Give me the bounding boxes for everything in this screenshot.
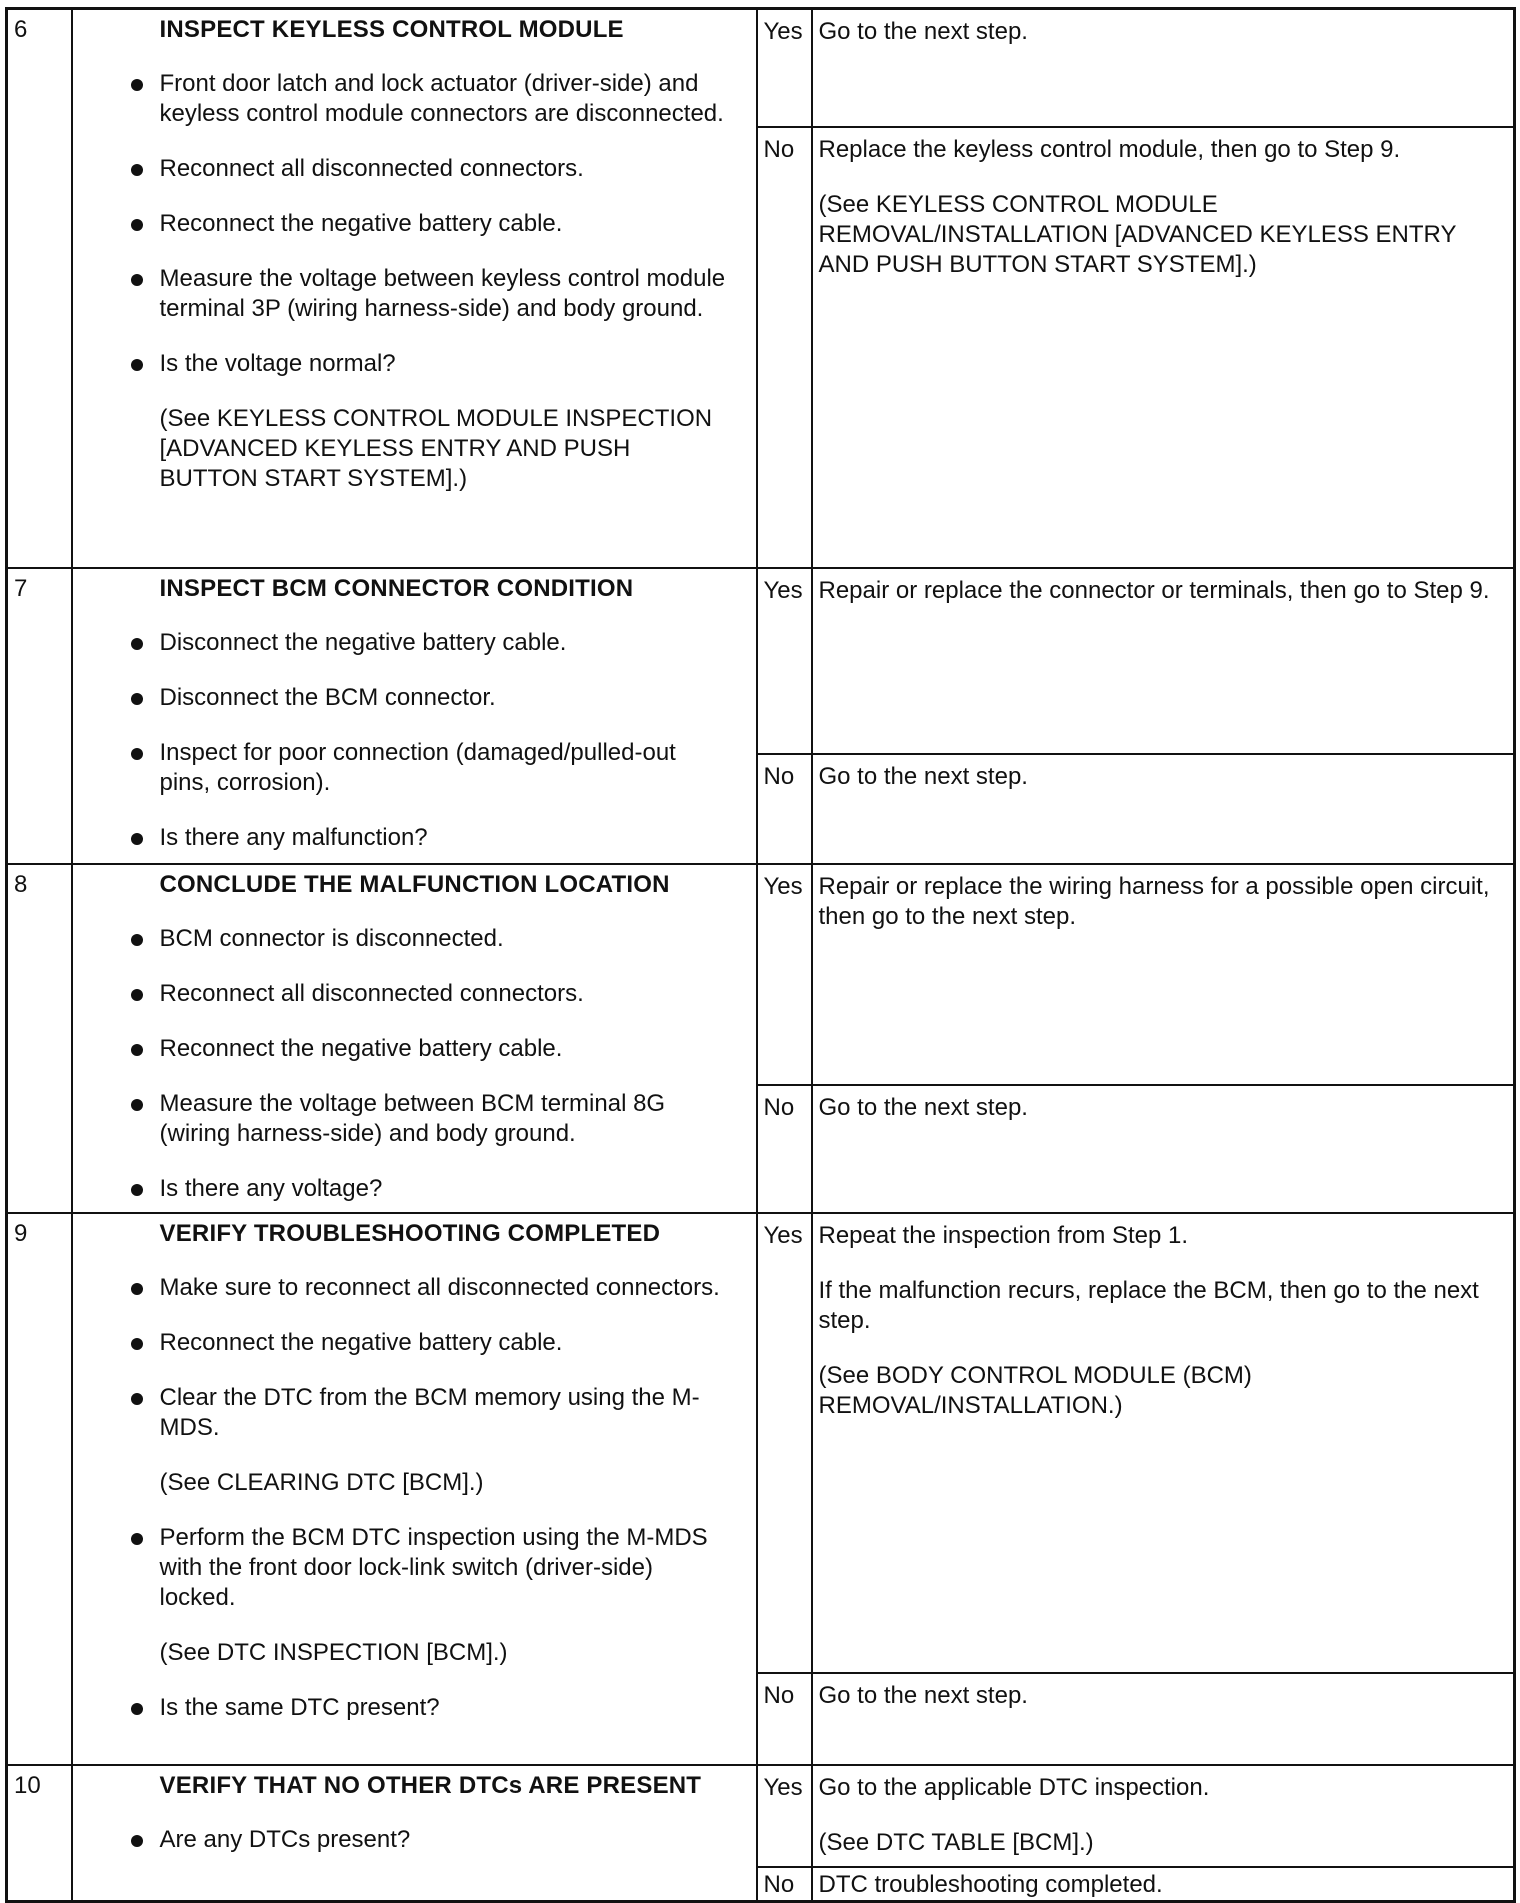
step-procedure bbox=[72, 568, 757, 864]
action-text: Go to the applicable DTC inspection. bbox=[818, 1773, 1210, 1801]
step-number: 7 bbox=[7, 568, 72, 864]
yes-label: Yes bbox=[757, 864, 812, 1085]
bullet-item: Make sure to reconnect all disconnected connectors. bbox=[85, 1273, 732, 1303]
step-title: INSPECT BCM CONNECTOR CONDITION bbox=[159, 574, 634, 602]
step-number: 6 bbox=[7, 9, 72, 568]
bullet-item: Reconnect the negative battery cable. bbox=[85, 1328, 732, 1358]
step-6-row-yes bbox=[7, 9, 1515, 127]
step-10-row-yes bbox=[7, 1765, 1515, 1867]
yes-action bbox=[812, 864, 1515, 1085]
action-text: If the malfunction recurs, replace the BCM, then go to the next step. bbox=[818, 1276, 1479, 1334]
bullet-item: BCM connector is disconnected. bbox=[85, 924, 732, 954]
yes-label: Yes bbox=[757, 1213, 812, 1673]
step-procedure bbox=[72, 864, 757, 1213]
yes-action bbox=[812, 9, 1515, 127]
bullet-item: Perform the BCM DTC inspection using the M-MDS with the front door lock-link switch (driver-side) locked. bbox=[85, 1523, 732, 1613]
bullet-list bbox=[85, 1825, 732, 1855]
step-procedure bbox=[72, 1213, 757, 1765]
reference-note: (See DTC INSPECTION [BCM].) bbox=[159, 1638, 508, 1666]
bullet-item: Measure the voltage between BCM terminal 8G (wiring harness-side) and body ground. bbox=[85, 1089, 732, 1149]
action-reference: (See KEYLESS CONTROL MODULE REMOVAL/INSTALLATION [ADVANCED KEYLESS ENTRY AND PUSH BUTTON START SYSTEM].) bbox=[818, 190, 1457, 278]
no-action bbox=[812, 127, 1515, 568]
step-title: INSPECT KEYLESS CONTROL MODULE bbox=[159, 16, 624, 43]
bullet-item: Reconnect all disconnected connectors. bbox=[85, 979, 732, 1009]
action-text: Go to the next step. bbox=[818, 762, 1028, 790]
bullet-item: Is there any voltage? bbox=[85, 1174, 732, 1204]
bullet-list bbox=[85, 1273, 732, 1443]
step-8-row-yes bbox=[7, 864, 1515, 1085]
action-text: Go to the next step. bbox=[818, 18, 1028, 45]
bullet-item: Is the same DTC present? bbox=[85, 1693, 732, 1723]
bullet-item: Disconnect the BCM connector. bbox=[85, 683, 732, 713]
bullet-item: Reconnect all disconnected connectors. bbox=[85, 154, 732, 184]
bullet-item: Disconnect the negative battery cable. bbox=[85, 628, 732, 658]
action-text: Go to the next step. bbox=[818, 1681, 1028, 1709]
bullet-list bbox=[85, 1523, 732, 1613]
bullet-list bbox=[85, 924, 732, 1204]
no-action bbox=[812, 1867, 1515, 1902]
no-label: No bbox=[757, 1673, 812, 1765]
bullet-item: Front door latch and lock actuator (driver-side) and keyless control module connectors are disconnected. bbox=[85, 69, 732, 129]
step-7-row-yes bbox=[7, 568, 1515, 754]
bullet-list bbox=[85, 69, 732, 379]
bullet-item: Measure the voltage between keyless control module terminal 3P (wiring harness-side) and body ground. bbox=[85, 264, 732, 324]
bullet-list bbox=[85, 1693, 732, 1723]
no-label: No bbox=[757, 1867, 812, 1902]
bullet-item: Reconnect the negative battery cable. bbox=[85, 1034, 732, 1064]
step-number: 9 bbox=[7, 1213, 72, 1765]
no-label: No bbox=[757, 1085, 812, 1213]
reference-note: (See KEYLESS CONTROL MODULE INSPECTION [ADVANCED KEYLESS ENTRY AND PUSH BUTTON START SYSTEM].) bbox=[159, 405, 713, 492]
step-procedure bbox=[72, 1765, 757, 1902]
step-title: VERIFY TROUBLESHOOTING COMPLETED bbox=[159, 1219, 661, 1247]
bullet-item: Is there any malfunction? bbox=[85, 823, 732, 853]
yes-label: Yes bbox=[757, 1765, 812, 1867]
step-number: 10 bbox=[7, 1765, 72, 1902]
action-reference: (See BODY CONTROL MODULE (BCM) REMOVAL/INSTALLATION.) bbox=[818, 1361, 1252, 1419]
no-label: No bbox=[757, 127, 812, 568]
action-text: Replace the keyless control module, then go to Step 9. bbox=[818, 135, 1401, 163]
bullet-list bbox=[85, 628, 732, 853]
no-action bbox=[812, 1085, 1515, 1213]
bullet-item: Reconnect the negative battery cable. bbox=[85, 209, 732, 239]
action-text: Repair or replace the connector or terminals, then go to Step 9. bbox=[818, 576, 1490, 604]
reference-note: (See CLEARING DTC [BCM].) bbox=[159, 1468, 484, 1496]
troubleshooting-table bbox=[5, 7, 1516, 1903]
yes-action bbox=[812, 1765, 1515, 1867]
no-action bbox=[812, 754, 1515, 864]
no-label: No bbox=[757, 754, 812, 864]
action-text: Repeat the inspection from Step 1. bbox=[818, 1221, 1189, 1249]
step-9-row-yes bbox=[7, 1213, 1515, 1673]
action-text: Go to the next step. bbox=[818, 1093, 1028, 1121]
action-text: DTC troubleshooting completed. bbox=[818, 1870, 1163, 1898]
step-title: CONCLUDE THE MALFUNCTION LOCATION bbox=[159, 870, 670, 898]
step-procedure bbox=[72, 9, 757, 568]
yes-action bbox=[812, 1213, 1515, 1673]
step-number: 8 bbox=[7, 864, 72, 1213]
yes-label: Yes bbox=[757, 9, 812, 127]
yes-label: Yes bbox=[757, 568, 812, 754]
bullet-item: Inspect for poor connection (damaged/pulled-out pins, corrosion). bbox=[85, 738, 732, 798]
yes-action bbox=[812, 568, 1515, 754]
bullet-item: Clear the DTC from the BCM memory using the M-MDS. bbox=[85, 1383, 732, 1443]
action-text: Repair or replace the wiring harness for a possible open circuit, then go to the next step. bbox=[818, 872, 1490, 930]
step-title: VERIFY THAT NO OTHER DTCs ARE PRESENT bbox=[159, 1771, 702, 1799]
bullet-item: Is the voltage normal? bbox=[85, 349, 732, 379]
bullet-item: Are any DTCs present? bbox=[85, 1825, 732, 1855]
action-reference: (See DTC TABLE [BCM].) bbox=[818, 1828, 1094, 1856]
no-action bbox=[812, 1673, 1515, 1765]
